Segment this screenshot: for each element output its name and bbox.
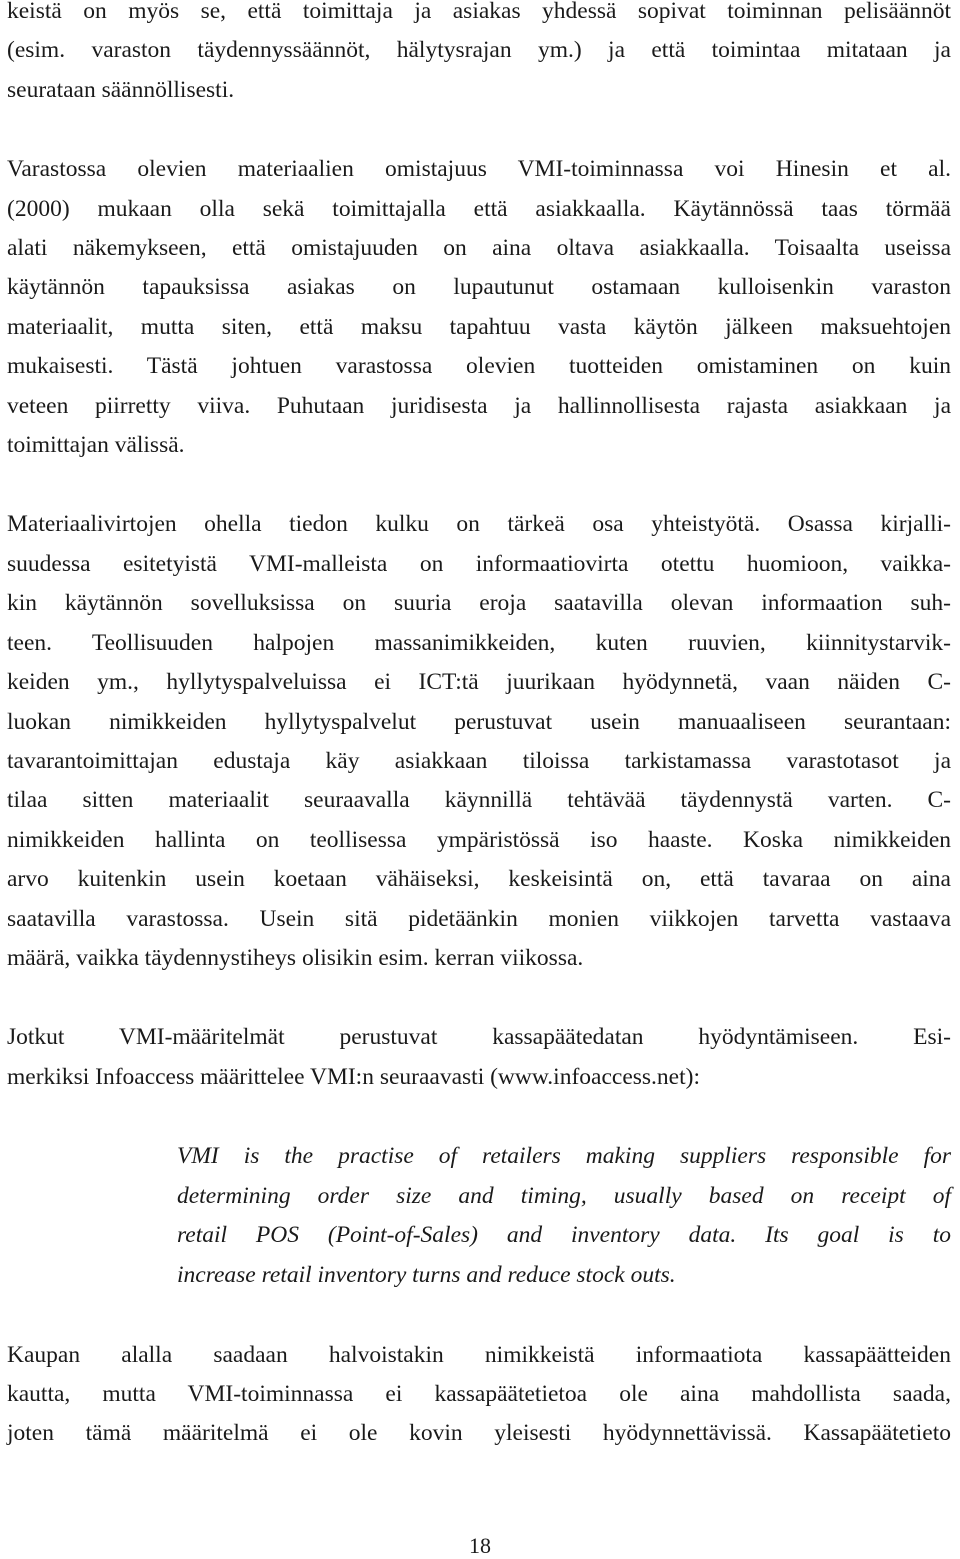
page-number: 18 (469, 1533, 491, 1558)
text-line: veteen piirretty viiva. Puhutaan juridisesta ja hallinnollisesta rajasta asiakkaan ja (7, 392, 951, 419)
paragraph-information-flow (7, 505, 951, 978)
quote-line: retail POS (Point-of-Sales) and inventory data. Its goal is to (177, 1222, 951, 1249)
paragraph-gap (7, 110, 951, 150)
paragraph-vmi-definitions (7, 1018, 951, 1097)
document-page (7, 0, 951, 1454)
text-line: mukaisesti. Tästä johtuen varastossa olevien tuotteiden omistaminen on kuin (7, 353, 951, 380)
paragraph-retail-pos (7, 1336, 951, 1454)
paragraph-intro-continuation (7, 0, 951, 110)
text-line: (esim. varaston täydennyssäännöt, hälytysrajan ym.) ja että toimintaa mitataan ja (7, 37, 951, 64)
text-line: käytännön tapauksissa asiakas on lupautunut ostamaan kulloisenkin varaston (7, 274, 951, 301)
text-line: luokan nimikkeiden hyllytyspalvelut perustuvat usein manuaaliseen seurantaan: (7, 708, 951, 735)
text-line: Jotkut VMI-määritelmät perustuvat kassapäätedatan hyödyntämiseen. Esi- (7, 1024, 951, 1051)
definition-quote (7, 1137, 951, 1295)
text-line: joten tämä määritelmä ei ole kovin yleisesti hyödynnettävissä. Kassapäätetieto (7, 1420, 951, 1447)
text-line: arvo kuitenkin usein koetaan vähäiseksi, keskeisintä on, että tavaraa on aina (7, 866, 951, 893)
paragraph-gap (7, 1296, 951, 1336)
quote-line: VMI is the practise of retailers making suppliers responsible for (177, 1143, 951, 1170)
text-line: Varastossa olevien materiaalien omistajuus VMI-toiminnassa voi Hinesin et al. (7, 156, 951, 183)
text-line: keiden ym., hyllytyspalveluissa ei ICT:tä juurikaan hyödynnetä, vaan näiden C- (7, 669, 951, 696)
text-line: Kaupan alalla saadaan halvoistakin nimikkeistä informaatiota kassapäätteiden (7, 1341, 951, 1368)
text-line: merkiksi Infoaccess määrittelee VMI:n seuraavasti (www.infoaccess.net): (7, 1063, 700, 1090)
text-line: kautta, mutta VMI-toiminnassa ei kassapäätetietoa ole aina mahdollista saada, (7, 1380, 951, 1407)
text-line: nimikkeiden hallinta on teollisessa ympäristössä iso haaste. Koska nimikkeiden (7, 826, 951, 853)
text-line: toimittajan välissä. (7, 432, 185, 459)
paragraph-gap (7, 978, 951, 1018)
text-line: seurataan säännöllisesti. (7, 76, 235, 103)
text-line: tilaa sitten materiaalit seuraavalla käynnillä tehtävää täydennystä varten. C- (7, 787, 951, 814)
text-line: teen. Teollisuuden halpojen massanimikkeiden, kuten ruuvien, kiinnitystarvik- (7, 629, 951, 656)
paragraph-gap (7, 465, 951, 505)
paragraph-gap (7, 1097, 951, 1137)
text-line: määrä, vaikka täydennystiheys olisikin esim. kerran viikossa. (7, 944, 584, 971)
text-line: Materiaalivirtojen ohella tiedon kulku on tärkeä osa yhteistyötä. Osassa kirjalli- (7, 511, 951, 538)
quote-line: increase retail inventory turns and reduce stock outs. (177, 1261, 676, 1288)
text-line: saatavilla varastossa. Usein sitä pidetäänkin monien viikkojen tarvetta vastaava (7, 905, 951, 932)
text-line: materiaalit, mutta siten, että maksu tapahtuu vasta käytön jälkeen maksuehtojen (7, 313, 951, 340)
paragraph-ownership (7, 150, 951, 465)
text-line: (2000) mukaan olla sekä toimittajalla että asiakkaalla. Käytännössä taas törmää (7, 195, 951, 222)
text-line: tavarantoimittajan edustaja käy asiakkaan tiloissa tarkistamassa varastotasot ja (7, 747, 951, 774)
text-line: alati näkemykseen, että omistajuuden on aina oltava asiakkaalla. Toisaalta useissa (7, 235, 951, 262)
text-line: keistä on myös se, että toimittaja ja asiakas yhdessä sopivat toiminnan pelisäännöt (7, 0, 951, 24)
quote-line: determining order size and timing, usually based on receipt of (177, 1182, 951, 1209)
text-line: suudessa esitetyistä VMI-malleista on informaatiovirta otettu huomioon, vaikka- (7, 550, 951, 577)
text-line: kin käytännön sovelluksissa on suuria eroja saatavilla olevan informaation suh- (7, 590, 951, 617)
